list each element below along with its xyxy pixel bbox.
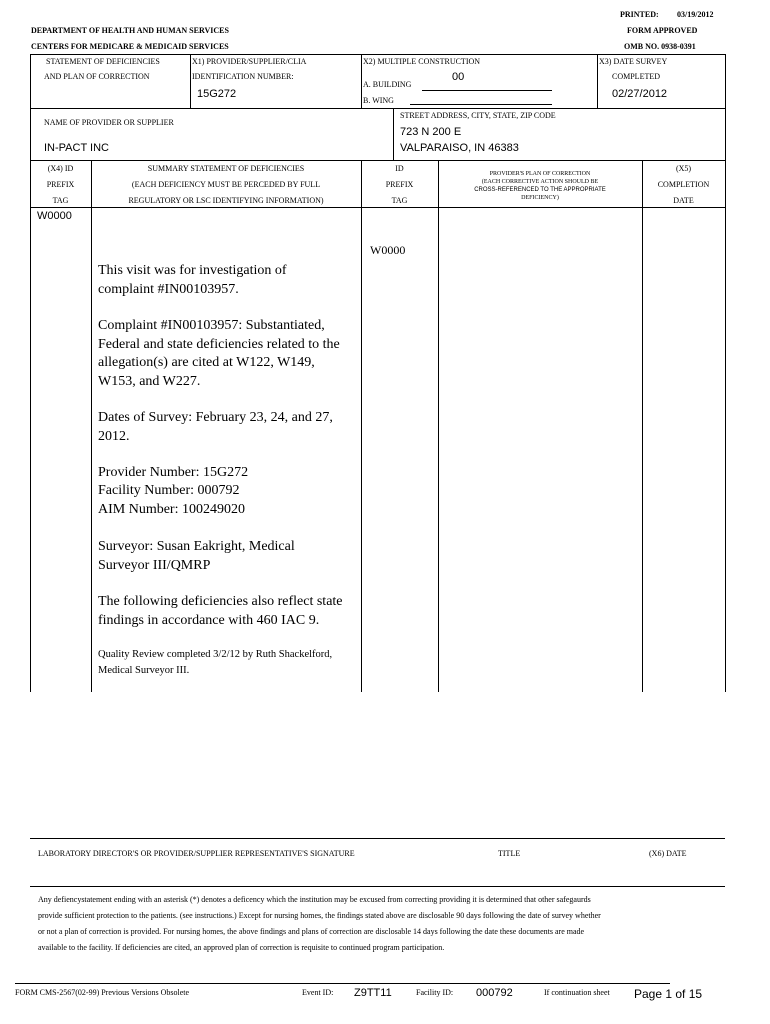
rule-right-box [725,54,726,109]
wing-label: B. WING [363,96,394,105]
plan-header-2: (EACH CORRECTIVE ACTION SHOULD BE [481,179,599,185]
statement-label-2: AND PLAN OF CORRECTION [44,72,150,81]
x5-header-1: (X5) [675,164,692,173]
director-signature-label: LABORATORY DIRECTOR'S OR PROVIDER/SUPPLIER REPRESENTATIVE'S SIGNATURE [38,849,355,858]
paragraph-complaint: Complaint #IN00103957: Substantiated, Federal and state deficiencies related to the allegation(s) are cited at W122, W149, W153, and W227. [98,318,340,389]
rule-body-c [361,207,362,692]
printed-label: PRINTED: [620,10,659,19]
paragraph-visit: This visit was for investigation of complaint #IN00103957. [98,263,287,297]
address-label: STREET ADDRESS, CITY, STATE, ZIP CODE [400,111,556,120]
building-value: 00 [452,71,465,83]
rule-x2 [361,54,362,109]
rule-footer [15,983,670,984]
paragraph-quality-review: Quality Review completed 3/2/12 by Ruth Shackelford, Medical Surveyor III. [98,649,333,676]
paragraph-surveyor: Surveyor: Susan Eakright, Medical Surveyor III/QMRP [98,539,295,573]
left-prefix-tag: W0000 [37,210,72,222]
rule-body-b [91,207,92,692]
facility-id-value: 000792 [476,987,513,999]
summary-header-2: (EACH DEFICIENCY MUST BE PERCEDED BY FULL [131,180,321,189]
x3-label-1: X3) DATE SURVEY [599,57,668,66]
x1-label-1: X1) PROVIDER/SUPPLIER/CLIA [192,57,307,66]
id-header-2: PREFIX [385,180,414,189]
building-underline [422,90,552,91]
printed-date: 03/19/2012 [677,10,714,19]
id-header-1: ID [395,164,404,173]
rule-header-bottom [30,207,725,208]
omb-number: OMB NO. 0938-0391 [624,42,696,51]
rule-body-f [725,207,726,692]
event-id-value: Z9TT11 [354,987,392,999]
x6-date-label: (X6) DATE [649,849,687,858]
building-label: A. BUILDING [363,80,412,89]
title-label: TITLE [498,849,521,858]
page-number: Page 1 of 15 [634,987,703,1001]
form-approved: FORM APPROVED [627,26,698,35]
right-prefix-tag: W0000 [370,243,406,257]
x4-header-2: PREFIX [46,180,75,189]
plan-header-1: PROVIDER'S PLAN OF CORRECTION [489,171,591,177]
paragraph-dates: Dates of Survey: February 23, 24, and 27, 2012. [98,410,333,444]
plan-header-4: DEFICIENCY) [521,195,559,201]
x5-header-2: COMPLETION [657,180,710,189]
department-title: DEPARTMENT OF HEALTH AND HUMAN SERVICES [31,26,229,35]
address-line1: 723 N 200 E [400,126,462,138]
event-id-label: Event ID: [302,988,334,997]
disclaimer-text: Any defiencystatement ending with an asterisk (*) denotes a deficency which the institution may be excused from correcting providing it is determined that other safegaurds provide sufficient protection to the patients. (see instructions.) Except for nursing homes, the findings stated above are disclosable 90 days following the date of survey whether or not a plan of correction is provided. For nursing homes, the above findings and plans of correction are disclosable 14 days following the date these documents are made available to the facility. If deficiencies are cited, an approved plan of correction is requisite to continued program participation. [38,895,601,952]
plan-header-3: CROSS-REFERENCED TO THE APPROPRIATE [474,187,606,193]
rule-left-row2 [30,108,31,161]
x3-label-2: COMPLETED [612,72,660,81]
provider-name: IN-PACT INC [44,142,109,154]
rule-row2 [30,160,725,161]
x5-header-3: DATE [673,196,694,205]
rule-col-f [725,160,726,208]
rule-signature-top [30,838,725,839]
summary-header-1: SUMMARY STATEMENT OF DEFICIENCIES [147,164,305,173]
statement-label-1: STATEMENT OF DEFICIENCIES [46,57,160,66]
rule-x1 [190,54,191,109]
summary-header-3: REGULATORY OR LSC IDENTIFYING INFORMATION) [128,196,324,205]
rule-body-d [438,207,439,692]
x4-header-1: (X4) ID [47,164,74,173]
paragraph-findings: The following deficiencies also reflect state findings in accordance with 460 IAC 9. [98,594,343,628]
centers-title: CENTERS FOR MEDICARE & MEDICAID SERVICES [31,42,229,51]
provider-id-value: 15G272 [197,88,237,100]
rule-signature-bottom [30,886,725,887]
provider-name-label: NAME OF PROVIDER OR SUPPLIER [44,118,174,127]
id-header-3: TAG [391,196,408,205]
rule-x3 [597,54,598,109]
address-line2: VALPARAISO, IN 46383 [400,142,519,154]
rule-body-a [30,207,31,692]
survey-date-value: 02/27/2012 [612,88,668,100]
facility-number: Facility Number: 000792 [98,483,240,498]
rule-mid-row2 [393,108,394,161]
x2-label: X2) MULTIPLE CONSTRUCTION [363,57,481,66]
rule-row1 [30,108,725,109]
continuation-label: If continuation sheet [544,988,610,997]
form-id: FORM CMS-2567(02-99) Previous Versions Obsolete [15,988,190,997]
rule-left-box [30,54,31,109]
x1-label-2: IDENTIFICATION NUMBER: [192,72,294,81]
provider-number: Provider Number: 15G272 [98,465,249,480]
rule-right-row2 [725,108,726,161]
facility-id-label: Facility ID: [416,988,454,997]
wing-underline [410,104,552,105]
rule-top [30,54,725,55]
x4-header-3: TAG [52,196,69,205]
rule-body-e [642,207,643,692]
aim-number: AIM Number: 100249020 [98,502,245,517]
